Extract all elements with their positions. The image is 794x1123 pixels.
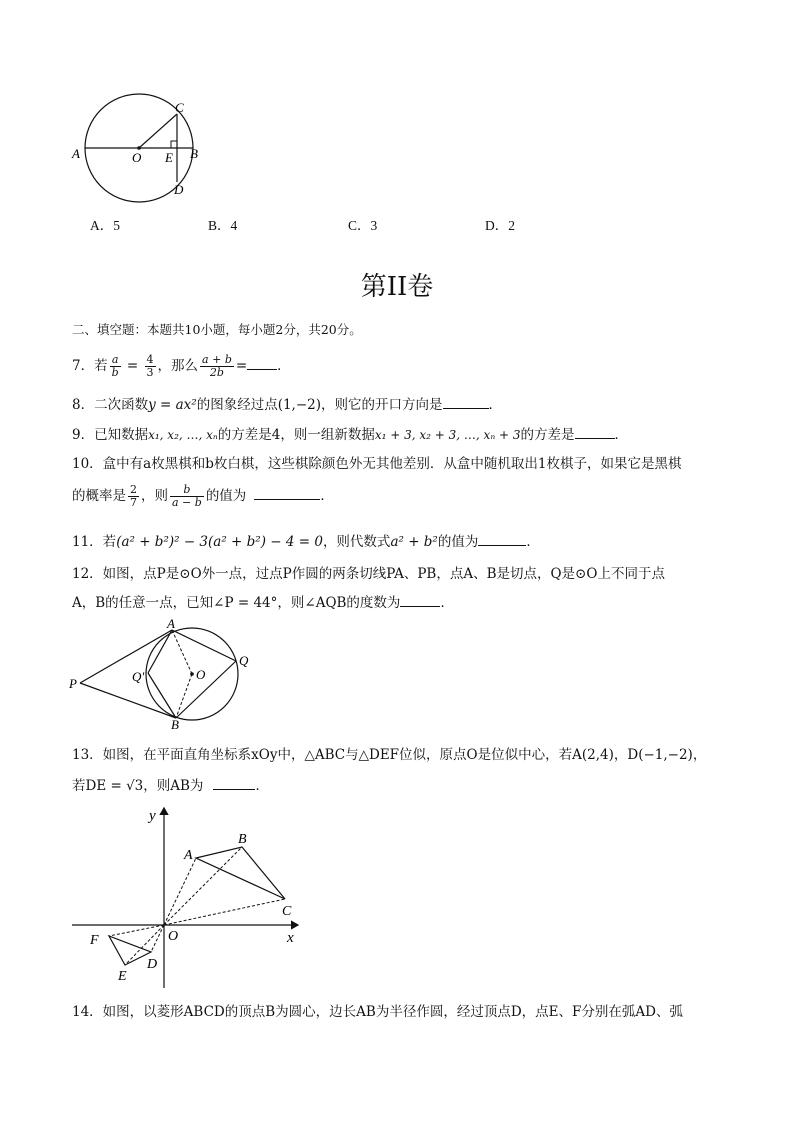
q8-answer-blank[interactable]: [443, 394, 489, 409]
coordinate-figure: [70, 802, 310, 992]
label-E: E: [118, 969, 127, 984]
label-Q: Q: [239, 653, 249, 668]
q9-answer-blank[interactable]: [575, 424, 615, 439]
right-angle-mark: [171, 141, 177, 148]
label-C: C: [282, 904, 292, 919]
triangle-DEF: [109, 936, 151, 965]
question-12-line1: 12．如图，点P是⊙O外一点，过点P作圆的两条切线PA、PB，点A、B是切点，Q是⊙O上不同于点: [72, 566, 665, 582]
question-12-line2: A，B的任意一点，已知∠P = 44°，则∠AQB的度数为 ．: [72, 592, 454, 613]
triangle-ABC: [196, 847, 285, 899]
label-y: y: [149, 808, 156, 824]
question-7: 7．若 $\frac{a}{b}$ = $\frac{4}{3}$ ，那么 $\frac{a + b}{2b}$ = ．: [72, 353, 291, 379]
question-14-line1: 14．如图，以菱形ABCD的顶点B为圆心，边长AB为半径作圆，经过顶点D，点E、F分别在弧AD、弧: [72, 1004, 683, 1020]
choice-b[interactable]: B．4: [208, 218, 238, 233]
tangent-PA: [80, 630, 172, 683]
choice-a[interactable]: A．5: [90, 218, 120, 233]
question-10-line1: 10．盒中有a枚黑棋和b枚白棋，这些棋除颜色外无其他差别．从盒中随机取出1枚棋子，如果它是黑棋: [72, 456, 682, 472]
segment-AQ: [172, 630, 236, 661]
label-B: B: [190, 146, 198, 161]
segment-BQ2: [148, 673, 176, 718]
ray-OE: [125, 925, 164, 965]
radius-OA: [172, 630, 192, 674]
question-13-line2: 若DE = √3，则AB为 ．: [72, 775, 269, 796]
label-F: F: [90, 933, 99, 948]
circle-chord-figure: [64, 90, 214, 205]
q10-frac1: $\frac{2}{7}$: [130, 483, 137, 509]
center-point: [190, 672, 194, 676]
question-13-line1: 13．如图，在平面直角坐标系xOy中，△ABC与△DEF位似，原点O是位似中心，若A(2,4)，D(−1,−2)，: [72, 747, 707, 763]
label-D: D: [147, 957, 158, 972]
radius-OB: [176, 674, 192, 718]
q12-answer-blank[interactable]: [400, 592, 440, 607]
q7-prefix: 7．若: [72, 358, 108, 374]
label-O: O: [168, 929, 179, 944]
q7-frac2: $\frac{4}{3}$: [146, 353, 154, 379]
label-B: B: [171, 717, 179, 730]
question-11: 11．若(a² + b²)² − 3(a² + b²) − 4 = 0，则代数式a² + b²的值为 ．: [72, 531, 540, 552]
label-O: O: [132, 150, 142, 165]
q10-frac2: $\frac{b}{a - b}$: [172, 483, 202, 509]
ray-OA: [164, 858, 196, 925]
label-B: B: [238, 832, 247, 847]
question-10-line2: 的概率是 $\frac{2}{7}$ ，则 $\frac{b}{a - b}$ 的值为 ．: [72, 483, 334, 509]
q10-answer-blank[interactable]: [254, 485, 320, 500]
choice-d[interactable]: D．2: [485, 218, 515, 233]
label-A: A: [167, 616, 175, 631]
label-A: A: [184, 848, 193, 863]
label-Q-prime: Q': [132, 669, 145, 684]
tangent-PB: [80, 683, 176, 718]
q13-answer-blank[interactable]: [213, 775, 255, 790]
section-title: 第II卷: [360, 272, 434, 302]
label-O: O: [196, 667, 206, 682]
label-C: C: [175, 100, 184, 115]
question-8: 8．二次函数y = ax²的图象经过点(1,−2)，则它的开口方向是 ．: [72, 394, 502, 415]
segment-BQ: [176, 661, 236, 718]
choice-c[interactable]: C．3: [348, 218, 378, 233]
label-A: A: [72, 146, 80, 161]
q11-answer-blank[interactable]: [478, 531, 526, 546]
ray-OD: [151, 925, 164, 952]
q7-frac3: $\frac{a + b}{2b}$: [202, 353, 232, 379]
ray-OF: [109, 925, 164, 936]
ray-OB: [164, 847, 242, 925]
question-9: 9．已知数据x₁, x₂, …, xₙ的方差是4，则一组新数据x₁ + 3, x₂ + 3, …, xₙ + 3的方差是 ．: [72, 424, 628, 445]
ray-OC: [164, 899, 285, 925]
label-P: P: [69, 676, 77, 691]
label-E: E: [165, 150, 173, 165]
section-intro: 二、填空题：本题共10小题，每小题2分，共20分。: [72, 322, 362, 337]
label-D: D: [174, 182, 184, 197]
label-x: x: [287, 930, 294, 946]
q7-frac1: $\frac{a}{b}$: [111, 353, 119, 379]
q7-answer-blank[interactable]: [247, 355, 277, 370]
tangent-figure: [66, 615, 256, 730]
